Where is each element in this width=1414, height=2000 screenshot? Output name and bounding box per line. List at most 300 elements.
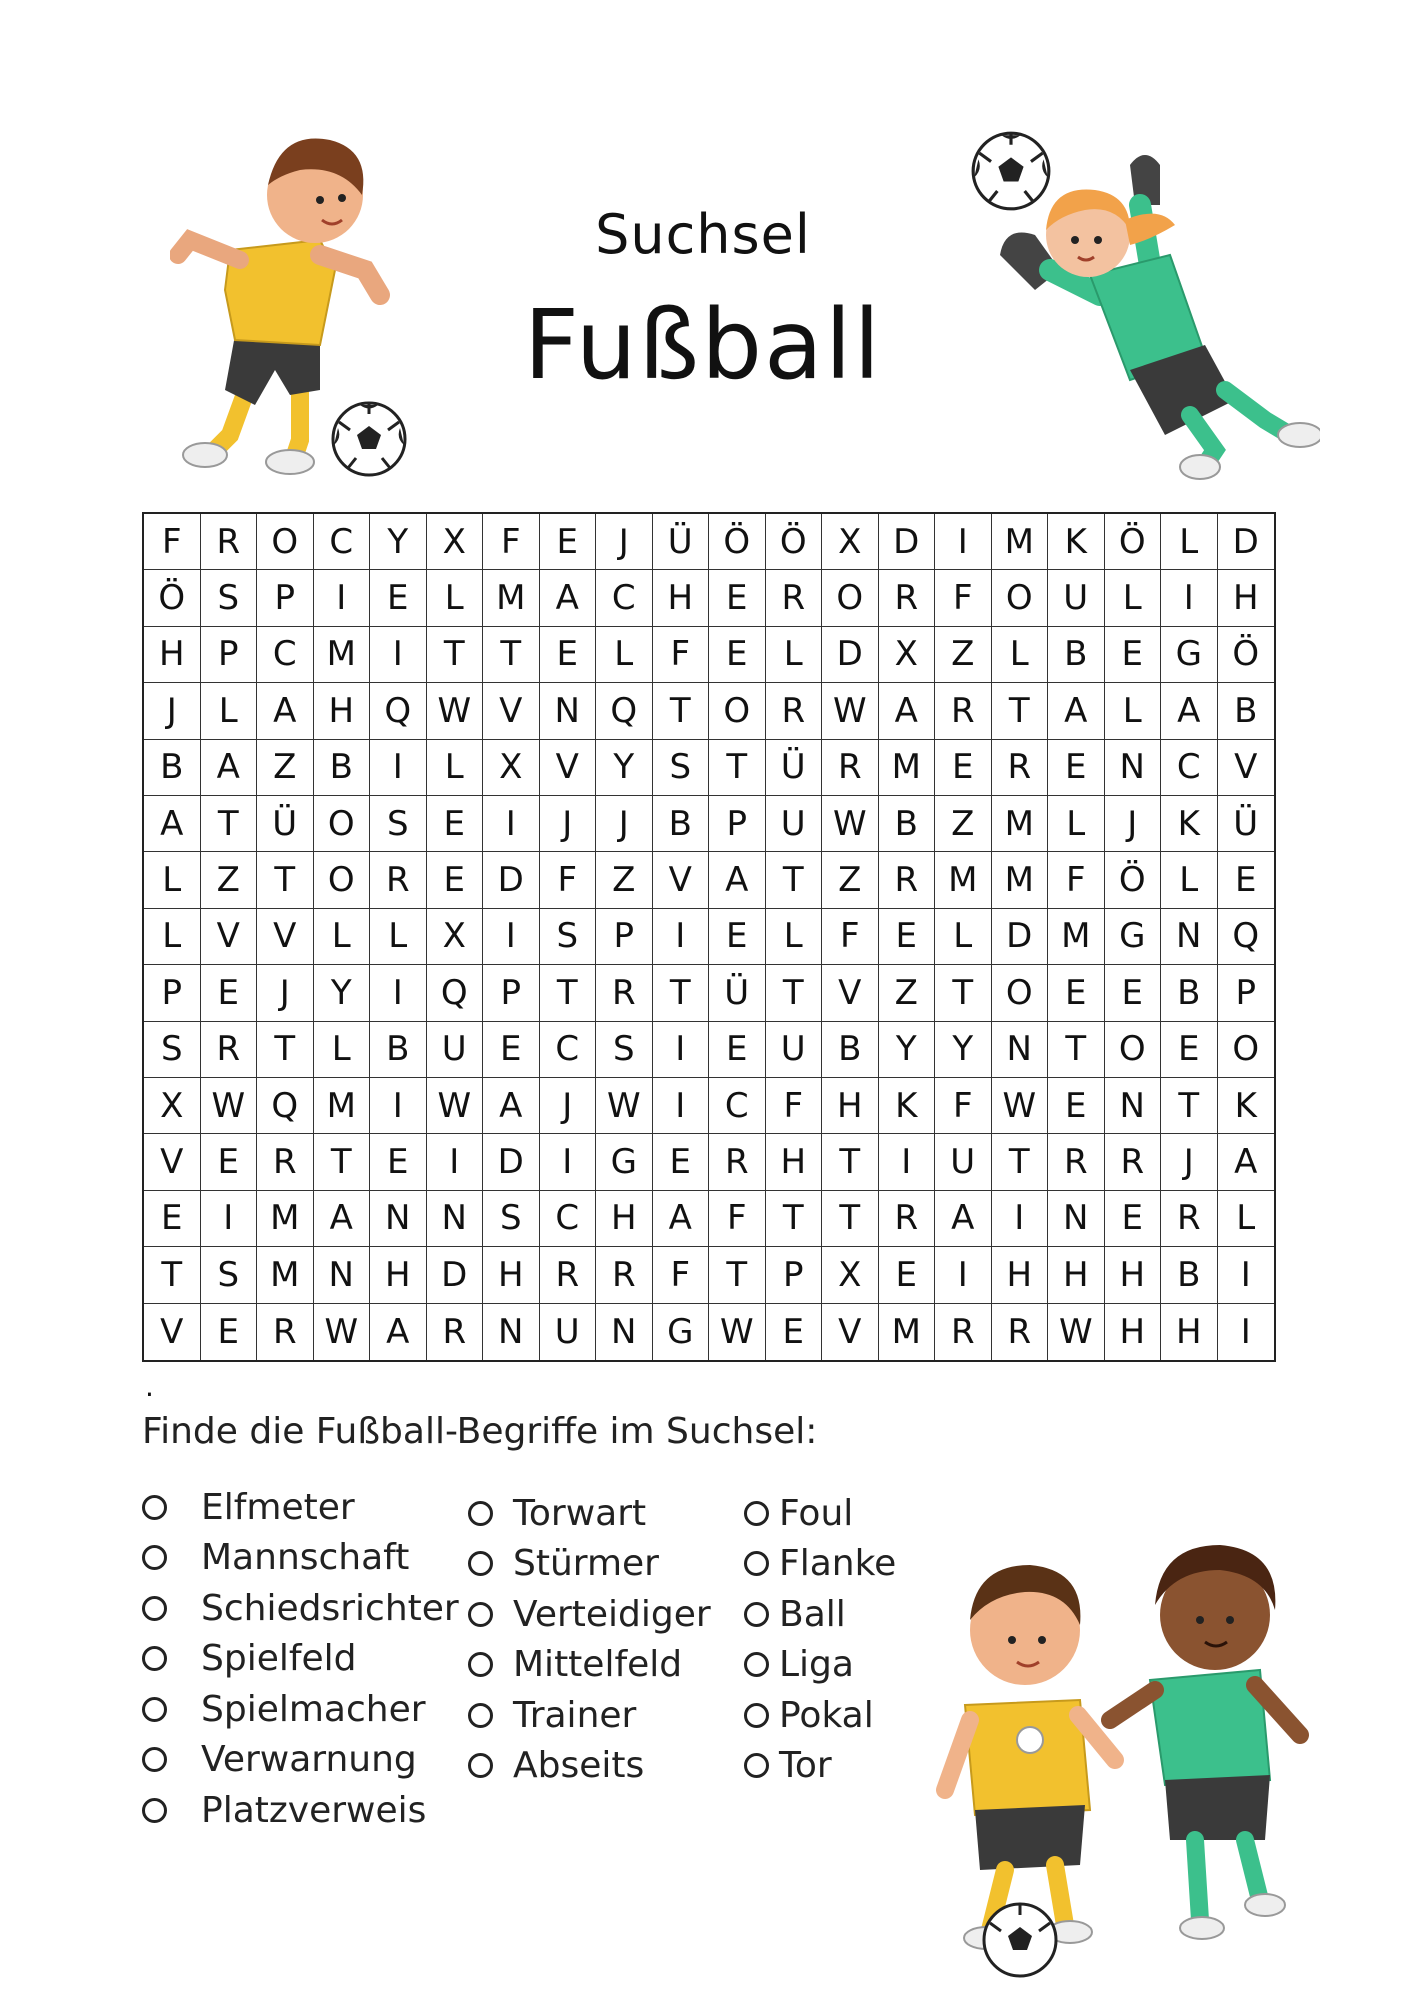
grid-cell: Q bbox=[1218, 909, 1275, 965]
grid-cell: T bbox=[709, 740, 766, 796]
grid-cell: P bbox=[1218, 965, 1275, 1021]
grid-cell: M bbox=[483, 570, 540, 626]
grid-cell: L bbox=[201, 683, 258, 739]
word-label: Trainer bbox=[513, 1694, 637, 1736]
grid-cell: D bbox=[483, 852, 540, 908]
grid-cell: Ü bbox=[766, 740, 823, 796]
word-list-item[interactable] bbox=[744, 1589, 896, 1640]
grid-cell: T bbox=[144, 1247, 201, 1303]
grid-cell: X bbox=[822, 514, 879, 570]
grid-cell: R bbox=[935, 1304, 992, 1360]
grid-cell: Q bbox=[427, 965, 484, 1021]
grid-cell: H bbox=[1105, 1304, 1162, 1360]
grid-cell: E bbox=[653, 1134, 710, 1190]
grid-cell: E bbox=[483, 1022, 540, 1078]
grid-cell: L bbox=[1105, 683, 1162, 739]
word-list-item[interactable] bbox=[744, 1741, 896, 1792]
grid-cell: H bbox=[370, 1247, 427, 1303]
grid-cell: A bbox=[257, 683, 314, 739]
grid-cell: R bbox=[427, 1304, 484, 1360]
grid-cell: C bbox=[314, 514, 371, 570]
grid-cell: H bbox=[483, 1247, 540, 1303]
grid-cell: L bbox=[1161, 514, 1218, 570]
word-list-item[interactable] bbox=[468, 1640, 711, 1691]
grid-cell: L bbox=[314, 1022, 371, 1078]
grid-cell: T bbox=[257, 1022, 314, 1078]
grid-cell: M bbox=[257, 1191, 314, 1247]
grid-cell: K bbox=[879, 1078, 936, 1134]
grid-cell: O bbox=[1218, 1022, 1275, 1078]
grid-cell: O bbox=[822, 570, 879, 626]
grid-cell: W bbox=[709, 1304, 766, 1360]
grid-cell: F bbox=[144, 514, 201, 570]
grid-cell: M bbox=[992, 514, 1049, 570]
grid-cell: I bbox=[992, 1191, 1049, 1247]
checkbox-circle-icon[interactable] bbox=[142, 1646, 167, 1671]
checkbox-circle-icon[interactable] bbox=[744, 1652, 769, 1677]
grid-cell: V bbox=[540, 740, 597, 796]
grid-cell: Y bbox=[879, 1022, 936, 1078]
grid-cell: T bbox=[992, 683, 1049, 739]
word-list-item[interactable] bbox=[142, 1482, 459, 1533]
grid-cell: X bbox=[822, 1247, 879, 1303]
grid-cell: H bbox=[653, 570, 710, 626]
grid-cell: E bbox=[709, 627, 766, 683]
word-label: Verteidiger bbox=[513, 1593, 711, 1635]
grid-cell: P bbox=[257, 570, 314, 626]
grid-cell: L bbox=[935, 909, 992, 965]
word-list-column-2 bbox=[468, 1488, 711, 1791]
grid-cell: O bbox=[314, 796, 371, 852]
grid-cell: H bbox=[144, 627, 201, 683]
word-list-item[interactable] bbox=[744, 1539, 896, 1590]
grid-cell: H bbox=[1218, 570, 1275, 626]
grid-cell: I bbox=[370, 1078, 427, 1134]
grid-cell: F bbox=[935, 1078, 992, 1134]
grid-cell: U bbox=[766, 1022, 823, 1078]
subtitle: Suchsel bbox=[595, 203, 811, 266]
word-list-item[interactable] bbox=[142, 1684, 459, 1735]
grid-cell: B bbox=[822, 1022, 879, 1078]
checkbox-circle-icon[interactable] bbox=[468, 1602, 493, 1627]
grid-cell: R bbox=[709, 1134, 766, 1190]
grid-cell: Ö bbox=[144, 570, 201, 626]
grid-cell: F bbox=[653, 627, 710, 683]
grid-cell: Z bbox=[879, 965, 936, 1021]
grid-cell: O bbox=[992, 570, 1049, 626]
checkbox-circle-icon[interactable] bbox=[468, 1652, 493, 1677]
grid-cell: T bbox=[766, 965, 823, 1021]
grid-cell: U bbox=[1048, 570, 1105, 626]
grid-cell: V bbox=[144, 1134, 201, 1190]
grid-cell: J bbox=[1105, 796, 1162, 852]
grid-cell: L bbox=[144, 852, 201, 908]
grid-cell: A bbox=[540, 570, 597, 626]
grid-cell: Q bbox=[596, 683, 653, 739]
grid-cell: W bbox=[427, 1078, 484, 1134]
grid-cell: T bbox=[709, 1247, 766, 1303]
grid-cell: I bbox=[540, 1134, 597, 1190]
grid-cell: B bbox=[1161, 1247, 1218, 1303]
grid-cell: E bbox=[540, 514, 597, 570]
word-list-item[interactable] bbox=[468, 1741, 711, 1792]
grid-cell: S bbox=[144, 1022, 201, 1078]
grid-cell: L bbox=[1161, 852, 1218, 908]
grid-cell: C bbox=[540, 1191, 597, 1247]
two-players-illustration bbox=[920, 1520, 1340, 1980]
grid-cell: O bbox=[709, 683, 766, 739]
grid-cell: Ü bbox=[653, 514, 710, 570]
grid-cell: E bbox=[1218, 852, 1275, 908]
grid-cell: O bbox=[1105, 1022, 1162, 1078]
grid-cell: B bbox=[653, 796, 710, 852]
grid-cell: I bbox=[935, 1247, 992, 1303]
grid-cell: Z bbox=[596, 852, 653, 908]
grid-cell: R bbox=[992, 740, 1049, 796]
grid-cell: R bbox=[201, 514, 258, 570]
grid-cell: I bbox=[483, 909, 540, 965]
grid-cell: L bbox=[427, 570, 484, 626]
grid-cell: I bbox=[427, 1134, 484, 1190]
grid-cell: W bbox=[314, 1304, 371, 1360]
grid-cell: R bbox=[257, 1304, 314, 1360]
grid-cell: M bbox=[879, 740, 936, 796]
grid-cell: W bbox=[1048, 1304, 1105, 1360]
grid-cell: M bbox=[314, 1078, 371, 1134]
grid-cell: H bbox=[766, 1134, 823, 1190]
grid-cell: Q bbox=[257, 1078, 314, 1134]
grid-cell: S bbox=[540, 909, 597, 965]
grid-cell: Ö bbox=[1105, 852, 1162, 908]
grid-cell: P bbox=[596, 909, 653, 965]
grid-cell: E bbox=[427, 852, 484, 908]
grid-cell: X bbox=[483, 740, 540, 796]
checkbox-circle-icon[interactable] bbox=[468, 1753, 493, 1778]
grid-cell: G bbox=[596, 1134, 653, 1190]
grid-cell: E bbox=[370, 1134, 427, 1190]
grid-cell: G bbox=[1161, 627, 1218, 683]
grid-cell: E bbox=[540, 627, 597, 683]
grid-cell: Z bbox=[935, 796, 992, 852]
grid-cell: X bbox=[427, 514, 484, 570]
checkbox-circle-icon[interactable] bbox=[468, 1703, 493, 1728]
grid-cell: E bbox=[766, 1304, 823, 1360]
grid-cell: B bbox=[1218, 683, 1275, 739]
grid-cell: W bbox=[822, 796, 879, 852]
grid-cell: R bbox=[879, 570, 936, 626]
checkbox-circle-icon[interactable] bbox=[142, 1596, 167, 1621]
grid-cell: R bbox=[596, 1247, 653, 1303]
grid-cell: M bbox=[257, 1247, 314, 1303]
grid-cell: R bbox=[879, 1191, 936, 1247]
grid-cell: F bbox=[709, 1191, 766, 1247]
grid-cell: E bbox=[709, 1022, 766, 1078]
grid-cell: J bbox=[596, 514, 653, 570]
grid-cell: A bbox=[935, 1191, 992, 1247]
grid-cell: V bbox=[1218, 740, 1275, 796]
grid-cell: M bbox=[992, 796, 1049, 852]
checkbox-circle-icon[interactable] bbox=[468, 1551, 493, 1576]
grid-cell: W bbox=[201, 1078, 258, 1134]
word-list-item[interactable] bbox=[744, 1640, 896, 1691]
word-label: Tor bbox=[779, 1745, 832, 1787]
grid-cell: T bbox=[653, 683, 710, 739]
word-list-column-3 bbox=[744, 1488, 896, 1791]
word-label: Platzverweis bbox=[201, 1789, 427, 1831]
grid-cell: L bbox=[144, 909, 201, 965]
grid-cell: M bbox=[879, 1304, 936, 1360]
word-label: Spielmacher bbox=[201, 1688, 426, 1730]
grid-cell: A bbox=[370, 1304, 427, 1360]
grid-cell: L bbox=[1218, 1191, 1275, 1247]
grid-cell: D bbox=[1218, 514, 1275, 570]
grid-cell: T bbox=[540, 965, 597, 1021]
grid-cell: N bbox=[992, 1022, 1049, 1078]
grid-cell: B bbox=[879, 796, 936, 852]
word-label: Ball bbox=[779, 1593, 846, 1635]
grid-cell: V bbox=[201, 909, 258, 965]
checkbox-circle-icon[interactable] bbox=[142, 1747, 167, 1772]
grid-cell: I bbox=[879, 1134, 936, 1190]
grid-cell: F bbox=[483, 514, 540, 570]
grid-cell: T bbox=[766, 1191, 823, 1247]
grid-cell: A bbox=[1218, 1134, 1275, 1190]
grid-cell: J bbox=[257, 965, 314, 1021]
grid-cell: H bbox=[1161, 1304, 1218, 1360]
word-label: Torwart bbox=[513, 1492, 647, 1534]
grid-cell: A bbox=[201, 740, 258, 796]
grid-cell: Y bbox=[314, 965, 371, 1021]
grid-cell: A bbox=[709, 852, 766, 908]
grid-cell: R bbox=[822, 740, 879, 796]
grid-cell: E bbox=[201, 1134, 258, 1190]
grid-cell: B bbox=[1048, 627, 1105, 683]
grid-cell: J bbox=[144, 683, 201, 739]
grid-cell: S bbox=[596, 1022, 653, 1078]
grid-cell: N bbox=[596, 1304, 653, 1360]
grid-cell: I bbox=[201, 1191, 258, 1247]
grid-cell: H bbox=[1048, 1247, 1105, 1303]
checkbox-circle-icon[interactable] bbox=[142, 1545, 167, 1570]
grid-cell: Z bbox=[822, 852, 879, 908]
grid-cell: O bbox=[257, 514, 314, 570]
grid-cell: I bbox=[314, 570, 371, 626]
grid-cell: G bbox=[653, 1304, 710, 1360]
grid-cell: X bbox=[879, 627, 936, 683]
grid-cell: A bbox=[879, 683, 936, 739]
grid-cell: I bbox=[653, 909, 710, 965]
grid-cell: E bbox=[427, 796, 484, 852]
grid-cell: R bbox=[766, 683, 823, 739]
word-label: Pokal bbox=[779, 1694, 874, 1736]
checkbox-circle-icon[interactable] bbox=[744, 1703, 769, 1728]
grid-cell: F bbox=[822, 909, 879, 965]
grid-cell: D bbox=[879, 514, 936, 570]
grid-cell: N bbox=[540, 683, 597, 739]
grid-cell: L bbox=[596, 627, 653, 683]
grid-cell: I bbox=[935, 514, 992, 570]
checkbox-circle-icon[interactable] bbox=[744, 1501, 769, 1526]
grid-cell: I bbox=[653, 1022, 710, 1078]
grid-cell: R bbox=[1105, 1134, 1162, 1190]
grid-cell: I bbox=[1218, 1247, 1275, 1303]
grid-cell: F bbox=[653, 1247, 710, 1303]
word-label: Elfmeter bbox=[201, 1486, 355, 1528]
grid-cell: C bbox=[257, 627, 314, 683]
grid-cell: H bbox=[992, 1247, 1049, 1303]
grid-cell: N bbox=[1105, 1078, 1162, 1134]
grid-cell: X bbox=[427, 909, 484, 965]
grid-cell: T bbox=[257, 852, 314, 908]
grid-cell: J bbox=[540, 1078, 597, 1134]
grid-cell: A bbox=[1048, 683, 1105, 739]
grid-cell: J bbox=[1161, 1134, 1218, 1190]
word-list-column-1 bbox=[142, 1482, 459, 1836]
grid-cell: M bbox=[314, 627, 371, 683]
grid-cell: E bbox=[935, 740, 992, 796]
checkbox-circle-icon[interactable] bbox=[744, 1753, 769, 1778]
word-list-item[interactable] bbox=[468, 1589, 711, 1640]
grid-cell: U bbox=[540, 1304, 597, 1360]
word-list-item[interactable] bbox=[142, 1583, 459, 1634]
grid-cell: I bbox=[1161, 570, 1218, 626]
grid-cell: D bbox=[483, 1134, 540, 1190]
grid-cell: N bbox=[1105, 740, 1162, 796]
grid-cell: P bbox=[766, 1247, 823, 1303]
grid-cell: R bbox=[370, 852, 427, 908]
grid-cell: H bbox=[596, 1191, 653, 1247]
grid-cell: T bbox=[483, 627, 540, 683]
grid-cell: H bbox=[1105, 1247, 1162, 1303]
grid-cell: T bbox=[822, 1134, 879, 1190]
grid-cell: E bbox=[1048, 740, 1105, 796]
grid-cell: P bbox=[483, 965, 540, 1021]
grid-cell: E bbox=[1048, 1078, 1105, 1134]
checkbox-circle-icon[interactable] bbox=[744, 1602, 769, 1627]
grid-cell: R bbox=[540, 1247, 597, 1303]
word-list-item[interactable] bbox=[744, 1488, 896, 1539]
grid-cell: X bbox=[144, 1078, 201, 1134]
word-label: Verwarnung bbox=[201, 1739, 417, 1781]
grid-cell: A bbox=[483, 1078, 540, 1134]
grid-cell: H bbox=[314, 683, 371, 739]
grid-cell: R bbox=[201, 1022, 258, 1078]
grid-cell: Q bbox=[370, 683, 427, 739]
checkbox-circle-icon[interactable] bbox=[468, 1501, 493, 1526]
grid-cell: T bbox=[822, 1191, 879, 1247]
word-list-item[interactable] bbox=[142, 1735, 459, 1786]
grid-cell: Z bbox=[257, 740, 314, 796]
word-list-item[interactable] bbox=[142, 1785, 459, 1836]
grid-cell: L bbox=[1105, 570, 1162, 626]
word-list-item[interactable] bbox=[468, 1690, 711, 1741]
soccer-ball-icon bbox=[330, 400, 408, 478]
grid-cell: L bbox=[1048, 796, 1105, 852]
grid-cell: N bbox=[370, 1191, 427, 1247]
grid-cell: I bbox=[370, 627, 427, 683]
grid-cell: D bbox=[427, 1247, 484, 1303]
grid-cell: C bbox=[540, 1022, 597, 1078]
grid-cell: G bbox=[1105, 909, 1162, 965]
checkbox-circle-icon[interactable] bbox=[142, 1697, 167, 1722]
grid-cell: S bbox=[201, 570, 258, 626]
grid-cell: T bbox=[992, 1134, 1049, 1190]
grid-cell: I bbox=[483, 796, 540, 852]
grid-cell: E bbox=[1105, 627, 1162, 683]
word-label: Flanke bbox=[779, 1543, 897, 1585]
grid-cell: N bbox=[314, 1247, 371, 1303]
grid-cell: A bbox=[653, 1191, 710, 1247]
grid-cell: R bbox=[766, 570, 823, 626]
dot-mark: . bbox=[145, 1370, 154, 1403]
grid-cell: M bbox=[1048, 909, 1105, 965]
grid-cell: L bbox=[427, 740, 484, 796]
grid-cell: S bbox=[653, 740, 710, 796]
grid-cell: W bbox=[992, 1078, 1049, 1134]
grid-cell: V bbox=[483, 683, 540, 739]
checkbox-circle-icon[interactable] bbox=[142, 1495, 167, 1520]
grid-cell: L bbox=[314, 909, 371, 965]
grid-cell: R bbox=[1048, 1134, 1105, 1190]
grid-cell: V bbox=[257, 909, 314, 965]
word-label: Mittelfeld bbox=[513, 1644, 683, 1686]
grid-cell: O bbox=[314, 852, 371, 908]
grid-cell: T bbox=[314, 1134, 371, 1190]
word-label: Liga bbox=[779, 1644, 854, 1686]
grid-cell: T bbox=[1161, 1078, 1218, 1134]
grid-cell: C bbox=[709, 1078, 766, 1134]
grid-cell: Ü bbox=[257, 796, 314, 852]
word-list-item[interactable] bbox=[744, 1690, 896, 1741]
grid-cell: T bbox=[201, 796, 258, 852]
grid-cell: E bbox=[1048, 965, 1105, 1021]
word-list-item[interactable] bbox=[142, 1634, 459, 1685]
grid-cell: M bbox=[992, 852, 1049, 908]
grid-cell: V bbox=[653, 852, 710, 908]
grid-cell: K bbox=[1048, 514, 1105, 570]
checkbox-circle-icon[interactable] bbox=[142, 1798, 167, 1823]
word-list-item[interactable] bbox=[142, 1533, 459, 1584]
grid-cell: R bbox=[596, 965, 653, 1021]
grid-cell: E bbox=[709, 909, 766, 965]
grid-cell: U bbox=[427, 1022, 484, 1078]
grid-cell: J bbox=[540, 796, 597, 852]
grid-cell: E bbox=[709, 570, 766, 626]
grid-cell: E bbox=[370, 570, 427, 626]
word-label: Mannschaft bbox=[201, 1537, 410, 1579]
grid-cell: E bbox=[144, 1191, 201, 1247]
grid-cell: P bbox=[201, 627, 258, 683]
word-list-item[interactable] bbox=[468, 1488, 711, 1539]
grid-cell: I bbox=[1240, 1311, 1251, 1352]
grid-cell: K bbox=[1161, 796, 1218, 852]
grid-cell: N bbox=[1048, 1191, 1105, 1247]
grid-cell: Ö bbox=[766, 514, 823, 570]
grid-cell: P bbox=[709, 796, 766, 852]
checkbox-circle-icon[interactable] bbox=[744, 1551, 769, 1576]
grid-cell: Y bbox=[935, 1022, 992, 1078]
word-list-item[interactable] bbox=[468, 1539, 711, 1590]
grid-cell: R bbox=[935, 683, 992, 739]
grid-cell: H bbox=[822, 1078, 879, 1134]
grid-cell: L bbox=[766, 909, 823, 965]
grid-cell: E bbox=[1105, 1191, 1162, 1247]
grid-cell: E bbox=[1161, 1022, 1218, 1078]
word-label: Abseits bbox=[513, 1745, 645, 1787]
grid-cell: K bbox=[1218, 1078, 1275, 1134]
grid-cell: U bbox=[766, 796, 823, 852]
grid-cell: T bbox=[427, 627, 484, 683]
